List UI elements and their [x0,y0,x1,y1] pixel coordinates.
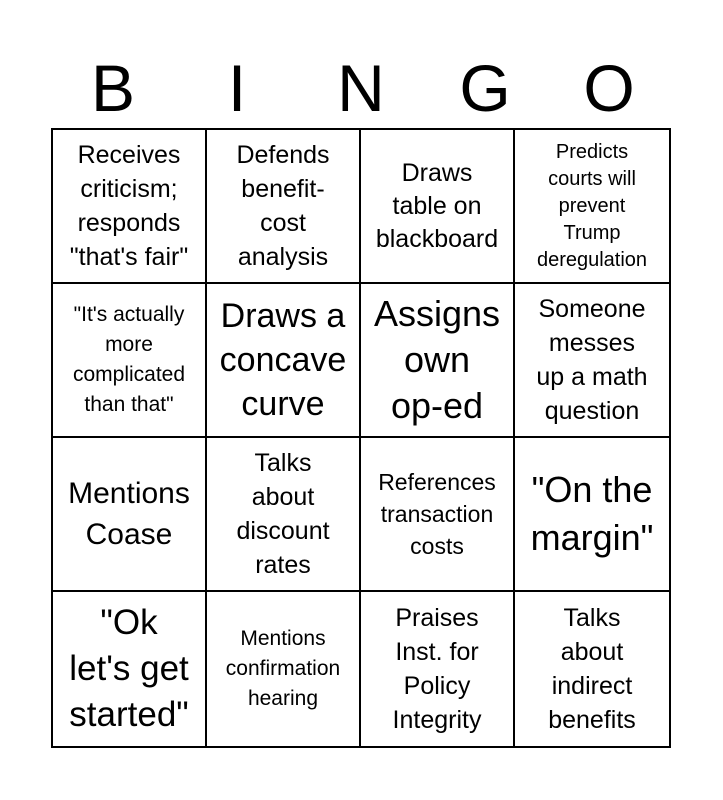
bingo-cell[interactable] [53,592,207,746]
title-letter-g: G [459,51,511,125]
cell-text: Mentions Coase [68,477,190,551]
bingo-cell[interactable] [361,438,515,592]
cell-text: "Ok let's get started" [69,603,189,734]
cell-text: Mentions confirmation hearing [225,627,341,710]
bingo-cell[interactable] [207,438,361,592]
cell-text: Predicts courts will prevent Trump deregulation [536,140,648,271]
bingo-cell[interactable] [53,284,207,438]
cell-text: Defends benefit- cost analysis [236,141,330,271]
title-letter-b: B [90,51,136,125]
bingo-cell[interactable] [207,130,361,284]
bingo-cell[interactable] [207,592,361,746]
bingo-cell[interactable] [515,284,669,438]
bingo-cell[interactable] [53,130,207,284]
cell-text: "It's actually more complicated than that" [72,303,186,416]
bingo-board [51,128,671,748]
title-letter-o: O [583,51,635,125]
title-letter-n: N [337,51,385,125]
cell-text: Draws a concave curve [219,297,347,423]
cell-text: "On the margin" [530,469,654,558]
cell-text: References transaction costs [378,469,496,559]
cell-text: Talks about discount rates [236,449,330,579]
cell-text: Someone messes up a math question [536,295,648,425]
bingo-cell[interactable] [53,438,207,592]
bingo-cell[interactable] [515,438,669,592]
bingo-cell[interactable] [515,592,669,746]
title-letter-i: I [227,51,247,125]
bingo-cell[interactable] [361,592,515,746]
cell-text: Praises Inst. for Policy Integrity [392,604,482,734]
bingo-cell[interactable] [361,284,515,438]
cell-text: Receives criticism; responds "that's fair" [69,141,189,271]
cell-text: Talks about indirect benefits [548,604,636,734]
cell-text: Draws table on blackboard [375,158,499,253]
bingo-title [51,48,671,128]
bingo-cell[interactable] [207,284,361,438]
bingo-cell[interactable] [515,130,669,284]
bingo-cell[interactable] [361,130,515,284]
cell-text: Assigns own op-ed [373,293,501,426]
